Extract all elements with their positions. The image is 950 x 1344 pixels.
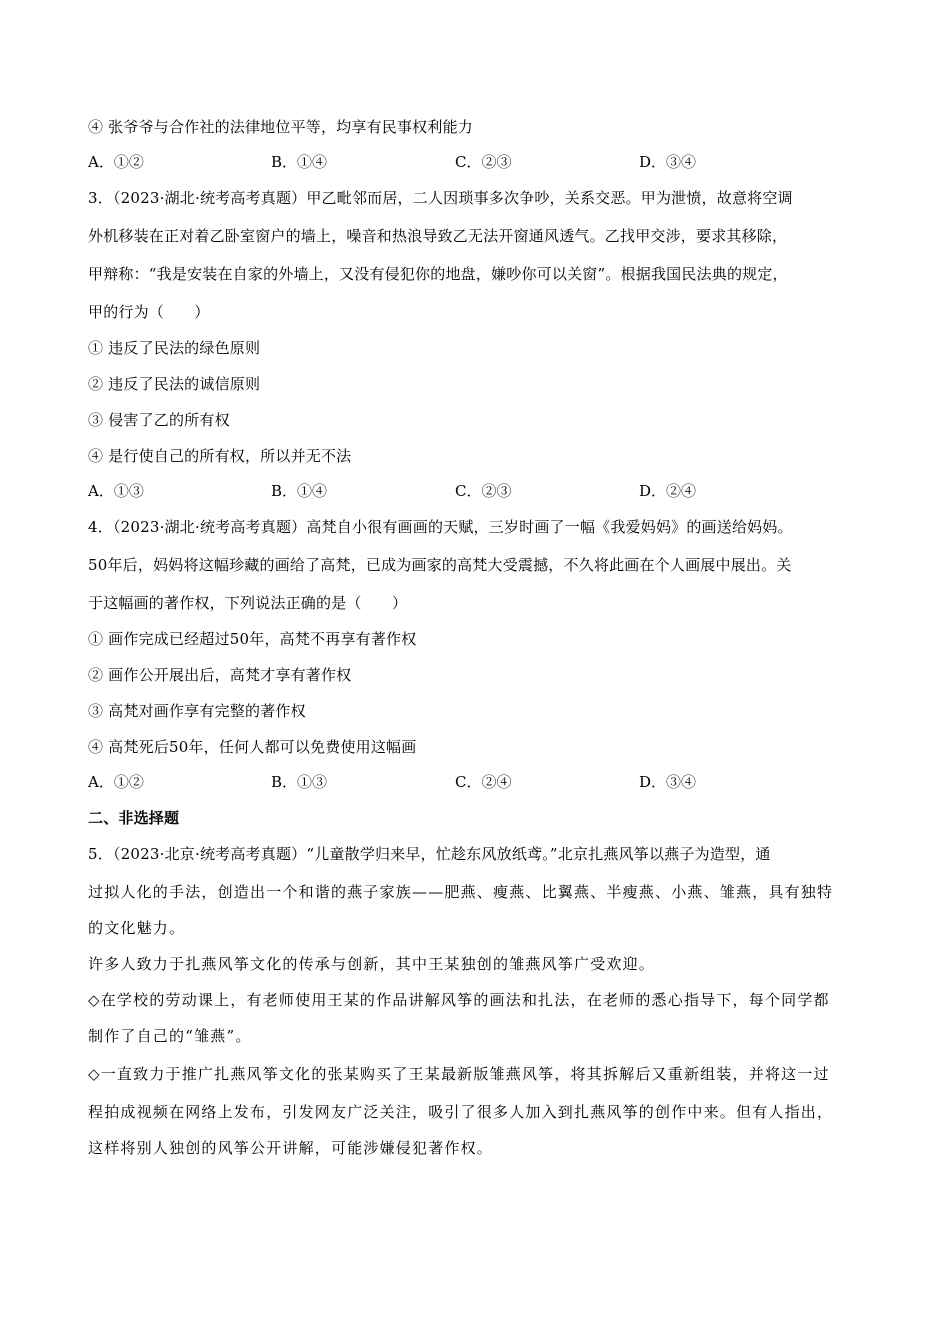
q4-stem-line-2: 50年后，妈妈将这幅珍藏的画给了高梵，已成为画家的高梵大受震撼，不久将此画在个人画展中展出。关 [88, 556, 792, 574]
q3-options [88, 481, 878, 501]
q3-stem-line-4: 甲的行为（ ） [88, 303, 210, 321]
q5-line-6: 制作了自己的“雏燕”。 [88, 1027, 252, 1045]
q2-option-d: D．③④ [639, 153, 697, 171]
q5-line-5: ◇在学校的劳动课上，有老师使用王某的作品讲解风筝的画法和扎法，在老师的悉心指导下，每个同学都 [88, 991, 830, 1009]
q3-stem-line-2: 外机移装在正对着乙卧室窗户的墙上，噪音和热浪导致乙无法开窗通风透气。乙找甲交涉，要求其移除， [88, 227, 788, 245]
q3-statement-2: ② 违反了民法的诚信原则 [88, 375, 261, 393]
q5-line-2: 过拟人化的手法，创造出一个和谐的燕子家族——肥燕、瘦燕、比翼燕、半瘦燕、小燕、雏燕，具有独特 [88, 883, 834, 901]
q4-option-a: A．①② [88, 773, 144, 791]
q4-option-c: C．②④ [455, 773, 512, 791]
q4-stem-line-3: 于这幅画的著作权，下列说法正确的是（ ） [88, 594, 408, 612]
q3-option-a: A．①③ [88, 482, 144, 500]
q3-option-d: D．②④ [639, 482, 697, 500]
q4-statement-2: ② 画作公开展出后，高梵才享有著作权 [88, 666, 352, 684]
q5-line-7: ◇一直致力于推广扎燕风筝文化的张某购买了王某最新版雏燕风筝，将其拆解后又重新组装，并将这一过 [88, 1065, 830, 1083]
q4-options [88, 772, 878, 792]
q3-statement-4: ④ 是行使自己的所有权，所以并无不法 [88, 447, 352, 465]
q2-option-a: A．①② [88, 153, 144, 171]
q4-statement-4: ④ 高梵死后50年，任何人都可以免费使用这幅画 [88, 738, 417, 756]
q3-option-c: C．②③ [455, 482, 512, 500]
q2-options [88, 152, 878, 172]
q3-stem-line-3: 甲辩称：“我是安装在自家的外墙上，又没有侵犯你的地盘，嫌吵你可以关窗”。根据我国民法典的规定， [88, 265, 788, 283]
q2-option-c: C．②③ [455, 153, 512, 171]
q5-line-1: 5．（2023·北京·统考高考真题）“儿童散学归来早，忙趁东风放纸鸢。”北京扎燕风筝以燕子为造型，通 [88, 845, 771, 863]
q4-option-b: B．①③ [271, 773, 328, 791]
q4-option-d: D．③④ [639, 773, 697, 791]
q3-stem-line-1: 3．（2023·湖北·统考高考真题）甲乙毗邻而居，二人因琐事多次争吵，关系交恶。甲为泄愤，故意将空调 [88, 189, 793, 207]
q3-statement-1: ① 违反了民法的绿色原则 [88, 339, 261, 357]
q5-line-3: 的文化魅力。 [88, 919, 186, 937]
q5-line-8: 程拍成视频在网络上发布，引发网友广泛关注，吸引了很多人加入到扎燕风筝的创作中来。但有人指出， [88, 1103, 834, 1121]
q3-statement-3: ③ 侵害了乙的所有权 [88, 411, 230, 429]
section-heading: 二、非选择题 [88, 809, 180, 827]
q2-option-b: B．①④ [271, 153, 328, 171]
q3-option-b: B．①④ [271, 482, 328, 500]
q5-line-4: 许多人致力于扎燕风筝文化的传承与创新，其中王某独创的雏燕风筝广受欢迎。 [88, 955, 656, 973]
q4-stem-line-1: 4．（2023·湖北·统考高考真题）高梵自小很有画画的天赋，三岁时画了一幅《我爱妈妈》的画送给妈妈。 [88, 518, 793, 536]
q2-statement-4: ④ 张爷爷与合作社的法律地位平等，均享有民事权利能力 [88, 118, 473, 136]
q4-statement-1: ① 画作完成已经超过50年，高梵不再享有著作权 [88, 630, 417, 648]
q4-statement-3: ③ 高梵对画作享有完整的著作权 [88, 702, 306, 720]
q5-line-9: 这样将别人独创的风筝公开讲解，可能涉嫌侵犯著作权。 [88, 1139, 494, 1157]
